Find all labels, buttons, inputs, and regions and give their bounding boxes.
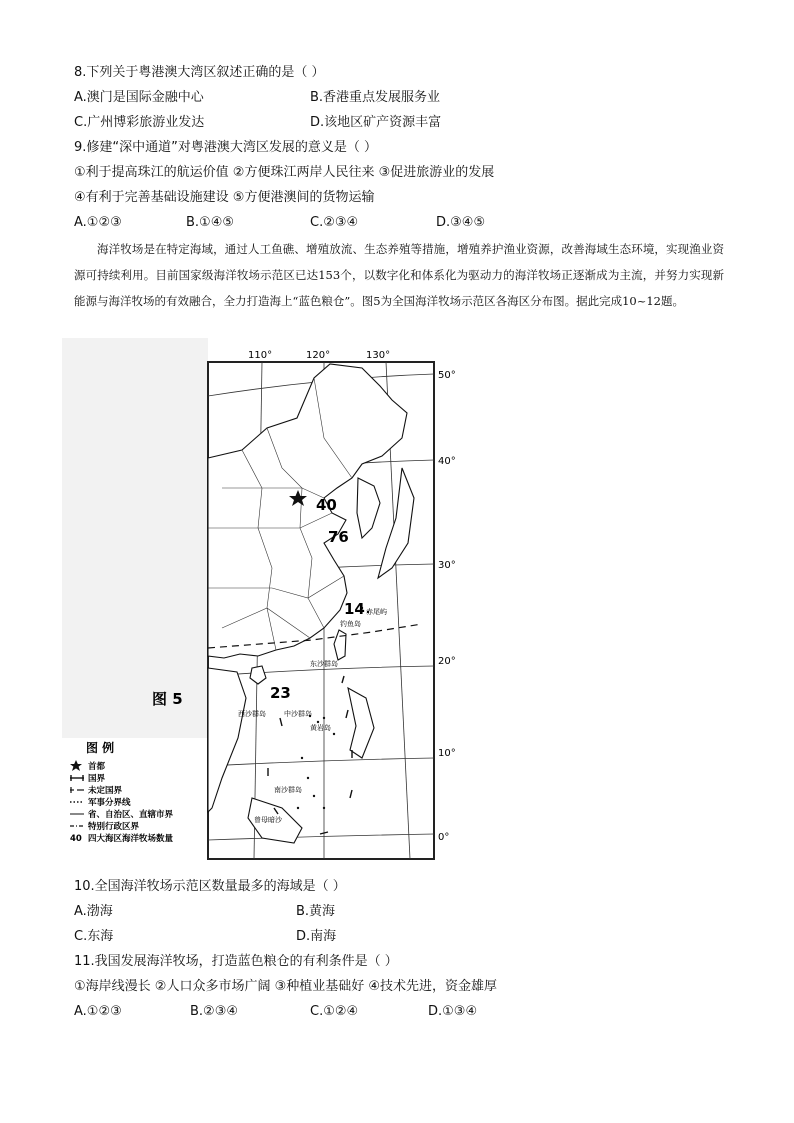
q10-stem: 10.全国海洋牧场示范区数量最多的海域是（ ） bbox=[74, 879, 346, 894]
legend-item-province-border: 省、自治区、直辖市界 bbox=[88, 810, 174, 820]
label-xisha: 西沙群岛 bbox=[238, 710, 266, 718]
label-chiwei: 赤尾屿 bbox=[366, 608, 387, 616]
q9-option-a[interactable]: A.①②③ bbox=[74, 215, 122, 230]
label-nansha: 南沙群岛 bbox=[274, 786, 302, 794]
q11-stem: 11.我国发展海洋牧场，打造蓝色粮仓的有利条件是（ ） bbox=[74, 954, 398, 969]
q11-option-c[interactable]: C.①②④ bbox=[310, 1004, 359, 1019]
region-count-donghai: 14 bbox=[344, 600, 365, 618]
map-figure bbox=[62, 338, 464, 864]
map-legend bbox=[70, 740, 174, 844]
q11-option-d[interactable]: D.①③④ bbox=[428, 1004, 478, 1019]
q11-option-a[interactable]: A.①②③ bbox=[74, 1004, 122, 1019]
q9-option-d[interactable]: D.③④⑤ bbox=[436, 215, 486, 230]
q9-items-line1: ①利于提高珠江的航运价值 ②方便珠江两岸人民往来 ③促进旅游业的发展 bbox=[74, 165, 495, 180]
q11-option-b[interactable]: B.②③④ bbox=[190, 1004, 239, 1019]
lat-label-10: 10° bbox=[438, 748, 456, 759]
label-zengmu: 曾母暗沙 bbox=[254, 816, 282, 824]
lat-label-20: 20° bbox=[438, 656, 456, 667]
label-huangyan: 黄岩岛 bbox=[310, 724, 331, 732]
lat-label-0: 0° bbox=[438, 832, 450, 843]
lon-label-130: 130° bbox=[366, 350, 391, 361]
q8-option-b[interactable]: B.香港重点发展服务业 bbox=[310, 90, 441, 105]
figure-label: 图 5 bbox=[152, 690, 183, 708]
lat-label-30: 30° bbox=[438, 560, 456, 571]
q9-option-c[interactable]: C.②③④ bbox=[310, 215, 359, 230]
q10-option-d[interactable]: D.南海 bbox=[296, 929, 337, 944]
region-count-bohai: 40 bbox=[316, 496, 337, 514]
label-dongsha: 东沙群岛 bbox=[310, 660, 338, 668]
lon-label-120: 120° bbox=[306, 350, 331, 361]
legend-capital-star-icon bbox=[70, 760, 82, 771]
region-count-huanghai: 76 bbox=[328, 528, 349, 546]
q9-stem: 9.修建“深中通道”对粤港澳大湾区发展的意义是（ ） bbox=[74, 140, 378, 155]
q10-option-a[interactable]: A.渤海 bbox=[74, 904, 113, 919]
bleed-through-area bbox=[62, 338, 208, 738]
q8-option-d[interactable]: D.该地区矿产资源丰富 bbox=[310, 115, 442, 130]
legend-count-sample: 40 bbox=[70, 834, 82, 844]
q10-option-b[interactable]: B.黄海 bbox=[296, 904, 336, 919]
label-zhongsha: 中沙群岛 bbox=[284, 710, 312, 718]
lon-label-110: 110° bbox=[248, 350, 273, 361]
q9-option-b[interactable]: B.①④⑤ bbox=[186, 215, 235, 230]
legend-item-border: 国界 bbox=[88, 774, 106, 784]
q11-items-line1: ①海岸线漫长 ②人口众多市场广阔 ③种植业基础好 ④技术先进，资金雄厚 bbox=[74, 979, 498, 994]
q8-stem: 8.下列关于粤港澳大湾区叙述正确的是（ ） bbox=[74, 65, 325, 80]
legend-border-symbol bbox=[70, 775, 84, 781]
legend-item-region-count: 四大海区海洋牧场数量 bbox=[88, 834, 174, 844]
lat-label-40: 40° bbox=[438, 456, 456, 467]
legend-item-undetermined-border: 未定国界 bbox=[88, 786, 123, 796]
label-diaoyu: 钓鱼岛 bbox=[340, 620, 361, 628]
passage-text: 海洋牧场是在特定海域，通过人工鱼礁、增殖放流、生态养殖等措施，增殖养护渔业资源，改善海域生态环境，实现渔业资源可持续利用。目前国家级海洋牧场示范区已达153个，以数字化和体系化为驱动力的海洋牧场正逐渐成为主流，并努力实现新能源与海洋牧场的有效融合，全力打造海上“蓝色粮仓”。图5为全国海洋牧场示范区各海区分布图。据此完成10~12题。 bbox=[74, 242, 724, 308]
q8-option-c[interactable]: C.广州博彩旅游业发达 bbox=[74, 115, 205, 130]
lat-label-50: 50° bbox=[438, 370, 456, 381]
legend-undetermined-border-symbol bbox=[70, 787, 84, 793]
q9-items-line2: ④有利于完善基础设施建设 ⑤方便港澳间的货物运输 bbox=[74, 190, 375, 205]
legend-item-military-line: 军事分界线 bbox=[88, 798, 131, 808]
legend-item-capital: 首都 bbox=[88, 762, 106, 772]
legend-title: 图 例 bbox=[86, 741, 115, 755]
region-count-nanhai: 23 bbox=[270, 684, 291, 702]
q8-option-a[interactable]: A.澳门是国际金融中心 bbox=[74, 90, 204, 105]
legend-item-sar-border: 特别行政区界 bbox=[88, 822, 140, 832]
q10-option-c[interactable]: C.东海 bbox=[74, 929, 114, 944]
